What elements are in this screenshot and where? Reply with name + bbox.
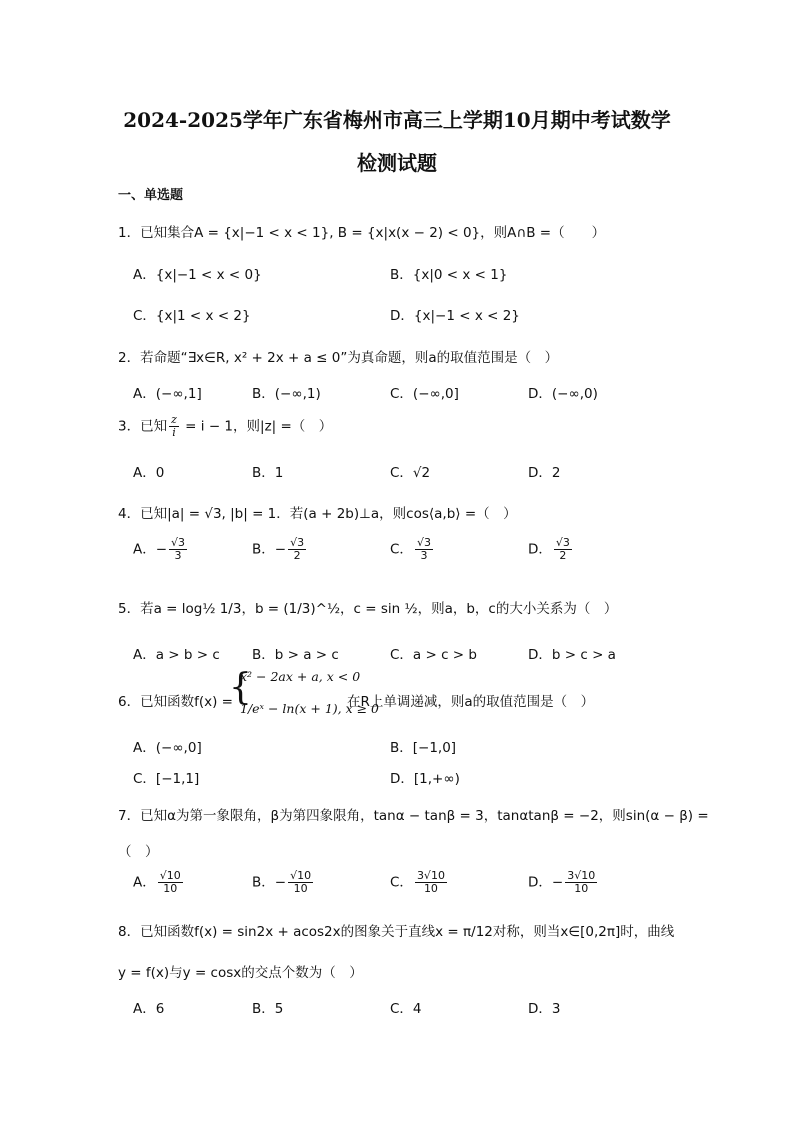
q1-option-a: A．{x|−1 < x < 0} xyxy=(133,267,262,283)
exam-title: 2024-2025学年广东省梅州市高三上学期10月期中考试数学 xyxy=(123,108,671,132)
question-6-suffix: 在R上单调递减，则a的取值范围是（ ） xyxy=(347,694,595,710)
q3-option-a: A．0 xyxy=(133,465,165,481)
q3-fraction xyxy=(169,414,179,439)
q4-option-c xyxy=(390,537,435,562)
q3-stem-prefix: 3．已知 xyxy=(118,418,168,435)
question-7-stem: 7．已知α为第一象限角，β为第四象限角，tanα − tanβ = 3，tanαtanβ = −2，则sin(α − β) = xyxy=(118,808,709,824)
q5-option-a: A．a > b > c xyxy=(133,647,220,663)
q4-option-d-den: 2 xyxy=(559,549,567,562)
q4-option-b xyxy=(252,537,308,562)
question-6-prefix: 6．已知函数f(x) = xyxy=(118,694,233,710)
question-8-stem: 8．已知函数f(x) = sin2x + acos2x的图象关于直线x = π/12对称，则当x∈[0,2π]时，曲线 xyxy=(118,924,675,940)
q7-option-a-prefix: A． xyxy=(133,874,156,891)
q2-option-d: D．(−∞,0) xyxy=(528,386,598,402)
question-1-stem: 1．已知集合A = {x|−1 < x < 1}, B = {x|x(x − 2) < 0}，则A∩B =（ ） xyxy=(118,225,606,241)
q7-option-d-prefix: D．− xyxy=(528,874,564,891)
q3-fraction-numerator: z xyxy=(171,413,177,426)
q4-option-c-den: 3 xyxy=(420,549,428,562)
question-5-stem: 5．若a = log½ 1/3，b = (1/3)^½，c = sin ½，则a，b，c的大小关系为（ ） xyxy=(118,601,618,617)
q1-option-c: C．{x|1 < x < 2} xyxy=(133,308,251,324)
q7-option-a-num: √10 xyxy=(159,869,181,882)
q7-option-d-num: 3√10 xyxy=(567,869,596,882)
q4-option-d-prefix: D． xyxy=(528,541,552,558)
q4-option-b-prefix: B．− xyxy=(252,541,287,558)
q7-option-a xyxy=(133,870,185,895)
question-2-stem: 2．若命题“∃x∈R, x² + 2x + a ≤ 0”为真命题，则a的取值范围是（ ） xyxy=(118,350,559,366)
q6-option-a: A．(−∞,0] xyxy=(133,740,202,756)
q3-stem-suffix: = i − 1，则|z| =（ ） xyxy=(180,418,333,435)
question-7-stem-cont: （ ） xyxy=(118,844,159,860)
q7-option-c-prefix: C． xyxy=(390,874,413,891)
q8-option-d: D．3 xyxy=(528,1001,561,1017)
piecewise-brace: { xyxy=(229,667,252,708)
q8-option-c: C．4 xyxy=(390,1001,422,1017)
q7-option-c-den: 10 xyxy=(423,882,438,895)
q4-option-c-prefix: C． xyxy=(390,541,413,558)
q2-option-b: B．(−∞,1) xyxy=(252,386,321,402)
q6-option-b: B．[−1,0] xyxy=(390,740,457,756)
q4-option-d xyxy=(528,537,574,562)
piecewise-case-1: x² − 2ax + a, x < 0 xyxy=(240,669,361,684)
q7-option-b-prefix: B．− xyxy=(252,874,287,891)
q4-option-b-num: √3 xyxy=(290,536,305,549)
q2-option-a: A．(−∞,1] xyxy=(133,386,202,402)
q4-option-a-prefix: A．− xyxy=(133,541,168,558)
q7-option-b-num: √10 xyxy=(290,869,312,882)
q7-option-d-den: 10 xyxy=(574,882,589,895)
q8-option-b: B．5 xyxy=(252,1001,284,1017)
q3-fraction-denominator: i xyxy=(172,426,176,439)
q7-option-b xyxy=(252,870,315,895)
q6-option-c: C．[−1,1] xyxy=(133,771,200,787)
q1-option-d: D．{x|−1 < x < 2} xyxy=(390,308,520,324)
q8-option-a: A．6 xyxy=(133,1001,165,1017)
q2-option-c: C．(−∞,0] xyxy=(390,386,459,402)
q7-option-c xyxy=(390,870,449,895)
q4-option-a-num: √3 xyxy=(171,536,186,549)
q4-option-b-den: 2 xyxy=(293,549,301,562)
q1-option-b: B．{x|0 < x < 1} xyxy=(390,267,508,283)
section-heading: 一、单选题 xyxy=(118,188,184,203)
question-4-stem: 4．已知|a| = √3, |b| = 1．若(a + 2b)⊥a，则cos⟨a,b⟩ =（ ） xyxy=(118,506,517,522)
q4-option-a xyxy=(133,537,189,562)
q3-option-d: D．2 xyxy=(528,465,561,481)
q7-option-d xyxy=(528,870,599,895)
q4-option-c-num: √3 xyxy=(416,536,431,549)
q3-option-b: B．1 xyxy=(252,465,284,481)
exam-subtitle: 检测试题 xyxy=(357,151,437,175)
q4-option-d-num: √3 xyxy=(555,536,570,549)
q3-option-c: C．√2 xyxy=(390,465,431,481)
q5-option-d: D．b > c > a xyxy=(528,647,616,663)
q5-option-c: C．a > c > b xyxy=(390,647,477,663)
question-3-stem xyxy=(118,414,332,439)
q7-option-c-num: 3√10 xyxy=(416,869,445,882)
piecewise-case-2: 1/eˣ − ln(x + 1), x ≥ 0 xyxy=(240,701,380,716)
question-8-stem-cont: y = f(x)与y = cosx的交点个数为（ ） xyxy=(118,965,363,981)
q5-option-b: B．b > a > c xyxy=(252,647,339,663)
q6-option-d: D．[1,+∞) xyxy=(390,771,460,787)
q7-option-a-den: 10 xyxy=(163,882,178,895)
q4-option-a-den: 3 xyxy=(174,549,182,562)
q7-option-b-den: 10 xyxy=(293,882,308,895)
